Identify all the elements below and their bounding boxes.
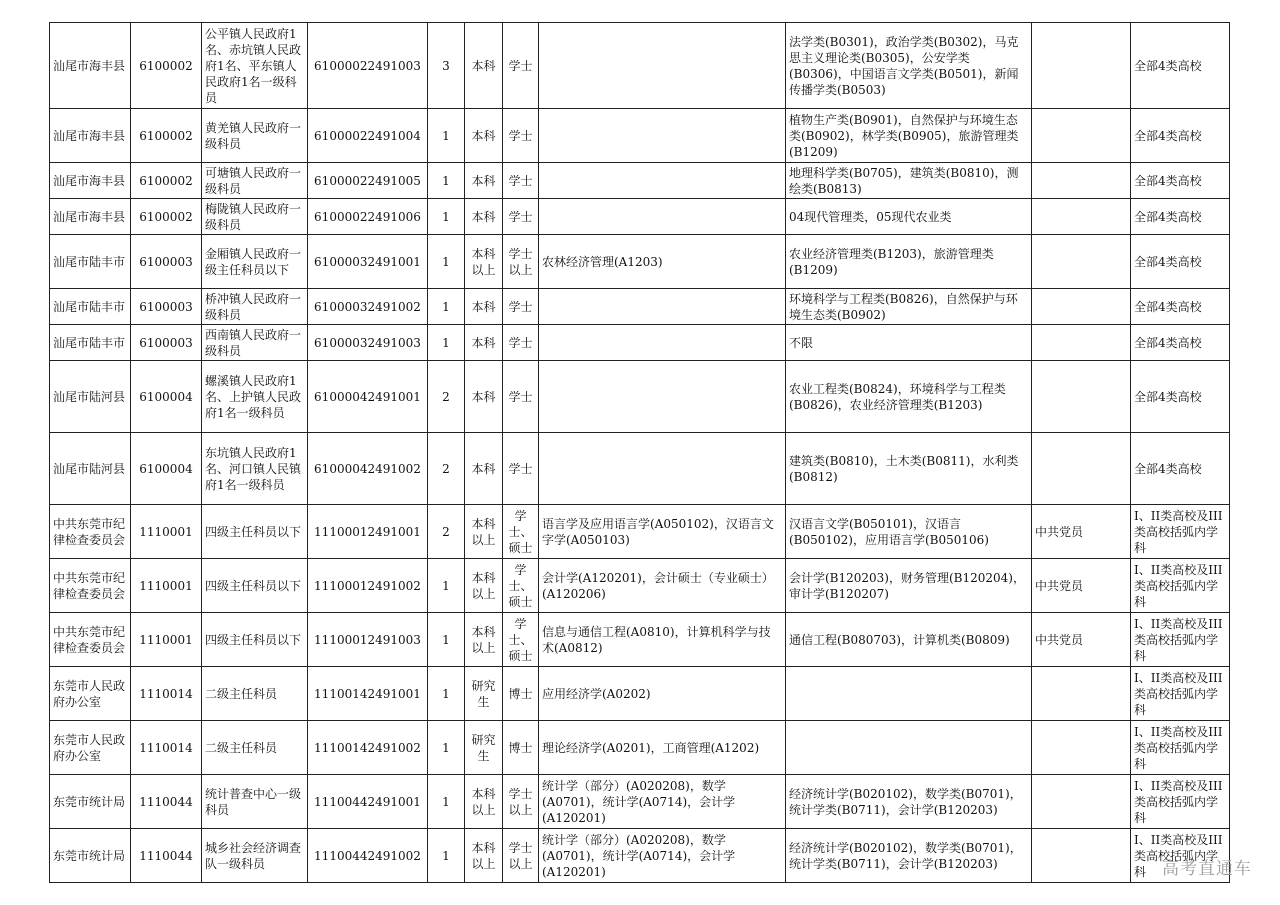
count-cell: 1 bbox=[428, 325, 465, 361]
degree-cell: 学士以上 bbox=[503, 235, 539, 289]
education-cell: 本科 bbox=[465, 109, 503, 163]
degree-cell: 学士以上 bbox=[503, 829, 539, 883]
grad-major-cell: 理论经济学(A0201)，工商管理(A1202) bbox=[539, 721, 786, 775]
degree-cell: 学士 bbox=[503, 325, 539, 361]
code-cell: 6100003 bbox=[131, 235, 202, 289]
table-row bbox=[50, 829, 1230, 883]
schools-cell: 全部4类高校 bbox=[1131, 23, 1230, 109]
degree-cell: 学士 bbox=[503, 109, 539, 163]
schools-cell: 全部4类高校 bbox=[1131, 433, 1230, 505]
grad-major-cell: 统计学（部分）(A020208)，数学(A0701)，统计学(A0714)，会计学(A120201) bbox=[539, 829, 786, 883]
position-code-cell: 61000022491004 bbox=[308, 109, 428, 163]
undergrad-major-cell: 通信工程(B080703)，计算机类(B0809) bbox=[786, 613, 1032, 667]
undergrad-major-cell: 建筑类(B0810)，土木类(B0811)，水利类(B0812) bbox=[786, 433, 1032, 505]
requirement-cell: 中共党员 bbox=[1032, 505, 1131, 559]
unit-cell: 汕尾市陆河县 bbox=[50, 361, 131, 433]
position-code-cell: 11100142491002 bbox=[308, 721, 428, 775]
count-cell: 3 bbox=[428, 23, 465, 109]
position-cell: 可塘镇人民政府一级科员 bbox=[202, 163, 308, 199]
table-row bbox=[50, 289, 1230, 325]
grad-major-cell bbox=[539, 433, 786, 505]
requirement-cell bbox=[1032, 775, 1131, 829]
count-cell: 1 bbox=[428, 613, 465, 667]
schools-cell: 全部4类高校 bbox=[1131, 163, 1230, 199]
position-cell: 西南镇人民政府一级科员 bbox=[202, 325, 308, 361]
degree-cell: 博士 bbox=[503, 667, 539, 721]
education-cell: 本科以上 bbox=[465, 613, 503, 667]
education-cell: 本科以上 bbox=[465, 775, 503, 829]
requirement-cell bbox=[1032, 109, 1131, 163]
code-cell: 1110001 bbox=[131, 505, 202, 559]
degree-cell: 学士 bbox=[503, 199, 539, 235]
position-cell: 螺溪镇人民政府1名、上护镇人民政府1名一级科员 bbox=[202, 361, 308, 433]
recruitment-table bbox=[49, 22, 1230, 883]
table-row bbox=[50, 163, 1230, 199]
unit-cell: 汕尾市陆丰市 bbox=[50, 235, 131, 289]
unit-cell: 中共东莞市纪律检查委员会 bbox=[50, 613, 131, 667]
degree-cell: 学士、硕士 bbox=[503, 505, 539, 559]
count-cell: 2 bbox=[428, 505, 465, 559]
schools-cell: I、II类高校及III类高校括弧内学科 bbox=[1131, 721, 1230, 775]
code-cell: 6100002 bbox=[131, 109, 202, 163]
unit-cell: 汕尾市海丰县 bbox=[50, 163, 131, 199]
position-cell: 二级主任科员 bbox=[202, 667, 308, 721]
watermark-text: 高考直通车 bbox=[1162, 859, 1252, 879]
degree-cell: 学士 bbox=[503, 361, 539, 433]
code-cell: 6100004 bbox=[131, 433, 202, 505]
requirement-cell bbox=[1032, 325, 1131, 361]
grad-major-cell bbox=[539, 289, 786, 325]
table-row bbox=[50, 721, 1230, 775]
position-cell: 二级主任科员 bbox=[202, 721, 308, 775]
education-cell: 本科 bbox=[465, 289, 503, 325]
code-cell: 1110001 bbox=[131, 613, 202, 667]
grad-major-cell bbox=[539, 23, 786, 109]
grad-major-cell: 农林经济管理(A1203) bbox=[539, 235, 786, 289]
requirement-cell bbox=[1032, 667, 1131, 721]
degree-cell: 学士以上 bbox=[503, 775, 539, 829]
unit-cell: 中共东莞市纪律检查委员会 bbox=[50, 559, 131, 613]
undergrad-major-cell: 会计学(B120203)，财务管理(B120204)，审计学(B120207) bbox=[786, 559, 1032, 613]
position-code-cell: 61000022491006 bbox=[308, 199, 428, 235]
table-row bbox=[50, 235, 1230, 289]
table-row bbox=[50, 325, 1230, 361]
schools-cell: I、II类高校及III类高校括弧内学科 bbox=[1131, 505, 1230, 559]
count-cell: 2 bbox=[428, 433, 465, 505]
degree-cell: 学士 bbox=[503, 163, 539, 199]
count-cell: 1 bbox=[428, 721, 465, 775]
requirement-cell: 中共党员 bbox=[1032, 613, 1131, 667]
table-row bbox=[50, 433, 1230, 505]
count-cell: 1 bbox=[428, 289, 465, 325]
position-cell: 四级主任科员以下 bbox=[202, 505, 308, 559]
code-cell: 6100003 bbox=[131, 325, 202, 361]
degree-cell: 学士、硕士 bbox=[503, 613, 539, 667]
position-code-cell: 11100012491001 bbox=[308, 505, 428, 559]
code-cell: 1110014 bbox=[131, 721, 202, 775]
schools-cell: 全部4类高校 bbox=[1131, 109, 1230, 163]
education-cell: 本科 bbox=[465, 199, 503, 235]
position-code-cell: 11100442491001 bbox=[308, 775, 428, 829]
schools-cell: 全部4类高校 bbox=[1131, 325, 1230, 361]
grad-major-cell: 会计学(A120201)，会计硕士（专业硕士）(A120206) bbox=[539, 559, 786, 613]
position-cell: 桥冲镇人民政府一级科员 bbox=[202, 289, 308, 325]
table-row bbox=[50, 109, 1230, 163]
education-cell: 本科以上 bbox=[465, 559, 503, 613]
position-code-cell: 61000042491001 bbox=[308, 361, 428, 433]
undergrad-major-cell: 农业经济管理类(B1203)，旅游管理类(B1209) bbox=[786, 235, 1032, 289]
schools-cell: I、II类高校及III类高校括弧内学科 bbox=[1131, 613, 1230, 667]
undergrad-major-cell: 农业工程类(B0824)，环境科学与工程类(B0826)，农业经济管理类(B1203) bbox=[786, 361, 1032, 433]
unit-cell: 汕尾市海丰县 bbox=[50, 109, 131, 163]
undergrad-major-cell: 不限 bbox=[786, 325, 1032, 361]
position-code-cell: 61000032491002 bbox=[308, 289, 428, 325]
position-code-cell: 61000022491003 bbox=[308, 23, 428, 109]
table-row bbox=[50, 505, 1230, 559]
requirement-cell bbox=[1032, 289, 1131, 325]
count-cell: 1 bbox=[428, 109, 465, 163]
degree-cell: 博士 bbox=[503, 721, 539, 775]
count-cell: 1 bbox=[428, 199, 465, 235]
table-row bbox=[50, 559, 1230, 613]
position-code-cell: 61000022491005 bbox=[308, 163, 428, 199]
position-code-cell: 11100012491002 bbox=[308, 559, 428, 613]
education-cell: 本科 bbox=[465, 163, 503, 199]
count-cell: 1 bbox=[428, 559, 465, 613]
count-cell: 1 bbox=[428, 667, 465, 721]
count-cell: 1 bbox=[428, 163, 465, 199]
table-row bbox=[50, 23, 1230, 109]
position-cell: 统计普查中心一级科员 bbox=[202, 775, 308, 829]
table-row bbox=[50, 613, 1230, 667]
position-code-cell: 61000032491001 bbox=[308, 235, 428, 289]
code-cell: 6100002 bbox=[131, 163, 202, 199]
undergrad-major-cell: 植物生产类(B0901)，自然保护与环境生态类(B0902)，林学类(B0905)，旅游管理类(B1209) bbox=[786, 109, 1032, 163]
position-code-cell: 61000042491002 bbox=[308, 433, 428, 505]
unit-cell: 汕尾市陆丰市 bbox=[50, 289, 131, 325]
requirement-cell: 中共党员 bbox=[1032, 559, 1131, 613]
unit-cell: 东莞市统计局 bbox=[50, 829, 131, 883]
education-cell: 本科 bbox=[465, 361, 503, 433]
requirement-cell bbox=[1032, 829, 1131, 883]
count-cell: 1 bbox=[428, 235, 465, 289]
education-cell: 研究生 bbox=[465, 667, 503, 721]
education-cell: 本科以上 bbox=[465, 235, 503, 289]
undergrad-major-cell: 04现代管理类，05现代农业类 bbox=[786, 199, 1032, 235]
undergrad-major-cell: 环境科学与工程类(B0826)，自然保护与环境生态类(B0902) bbox=[786, 289, 1032, 325]
undergrad-major-cell: 法学类(B0301)，政治学类(B0302)，马克思主义理论类(B0305)，公安学类(B0306)，中国语言文学类(B0501)，新闻传播学类(B0503) bbox=[786, 23, 1032, 109]
schools-cell: I、II类高校及III类高校括弧内学科 bbox=[1131, 667, 1230, 721]
degree-cell: 学士、硕士 bbox=[503, 559, 539, 613]
grad-major-cell bbox=[539, 163, 786, 199]
table-row bbox=[50, 199, 1230, 235]
grad-major-cell bbox=[539, 325, 786, 361]
education-cell: 本科 bbox=[465, 325, 503, 361]
grad-major-cell bbox=[539, 199, 786, 235]
schools-cell: I、II类高校及III类高校括弧内学科 bbox=[1131, 559, 1230, 613]
education-cell: 本科以上 bbox=[465, 829, 503, 883]
schools-cell: 全部4类高校 bbox=[1131, 235, 1230, 289]
code-cell: 6100004 bbox=[131, 361, 202, 433]
undergrad-major-cell: 经济统计学(B020102)，数学类(B0701)，统计学类(B0711)，会计学(B120203) bbox=[786, 775, 1032, 829]
code-cell: 6100003 bbox=[131, 289, 202, 325]
code-cell: 6100002 bbox=[131, 23, 202, 109]
unit-cell: 汕尾市陆丰市 bbox=[50, 325, 131, 361]
schools-cell: I、II类高校及III类高校括弧内学科 bbox=[1131, 829, 1230, 883]
position-cell: 金厢镇人民政府一级主任科员以下 bbox=[202, 235, 308, 289]
schools-cell: 全部4类高校 bbox=[1131, 199, 1230, 235]
position-code-cell: 61000032491003 bbox=[308, 325, 428, 361]
unit-cell: 东莞市统计局 bbox=[50, 775, 131, 829]
education-cell: 本科 bbox=[465, 23, 503, 109]
position-cell: 城乡社会经济调查队一级科员 bbox=[202, 829, 308, 883]
unit-cell: 汕尾市海丰县 bbox=[50, 23, 131, 109]
code-cell: 1110001 bbox=[131, 559, 202, 613]
position-code-cell: 11100442491002 bbox=[308, 829, 428, 883]
unit-cell: 中共东莞市纪律检查委员会 bbox=[50, 505, 131, 559]
position-code-cell: 11100012491003 bbox=[308, 613, 428, 667]
undergrad-major-cell: 经济统计学(B020102)，数学类(B0701)，统计学类(B0711)，会计学(B120203) bbox=[786, 829, 1032, 883]
schools-cell: 全部4类高校 bbox=[1131, 361, 1230, 433]
table-body bbox=[50, 23, 1230, 883]
requirement-cell bbox=[1032, 163, 1131, 199]
table-row bbox=[50, 775, 1230, 829]
count-cell: 1 bbox=[428, 775, 465, 829]
undergrad-major-cell bbox=[786, 721, 1032, 775]
count-cell: 1 bbox=[428, 829, 465, 883]
education-cell: 研究生 bbox=[465, 721, 503, 775]
position-cell: 东坑镇人民政府1名、河口镇人民镇府1名一级科员 bbox=[202, 433, 308, 505]
code-cell: 1110014 bbox=[131, 667, 202, 721]
unit-cell: 汕尾市海丰县 bbox=[50, 199, 131, 235]
requirement-cell bbox=[1032, 23, 1131, 109]
position-cell: 四级主任科员以下 bbox=[202, 613, 308, 667]
position-cell: 四级主任科员以下 bbox=[202, 559, 308, 613]
undergrad-major-cell: 地理科学类(B0705)，建筑类(B0810)，测绘类(B0813) bbox=[786, 163, 1032, 199]
grad-major-cell: 应用经济学(A0202) bbox=[539, 667, 786, 721]
degree-cell: 学士 bbox=[503, 289, 539, 325]
code-cell: 6100002 bbox=[131, 199, 202, 235]
table-row bbox=[50, 361, 1230, 433]
undergrad-major-cell bbox=[786, 667, 1032, 721]
unit-cell: 汕尾市陆河县 bbox=[50, 433, 131, 505]
grad-major-cell: 信息与通信工程(A0810)，计算机科学与技术(A0812) bbox=[539, 613, 786, 667]
degree-cell: 学士 bbox=[503, 433, 539, 505]
requirement-cell bbox=[1032, 721, 1131, 775]
undergrad-major-cell: 汉语言文学(B050101)，汉语言(B050102)，应用语言学(B050106) bbox=[786, 505, 1032, 559]
grad-major-cell: 统计学（部分）(A020208)，数学(A0701)，统计学(A0714)，会计学(A120201) bbox=[539, 775, 786, 829]
position-cell: 公平镇人民政府1名、赤坑镇人民政府1名、平东镇人民政府1名一级科员 bbox=[202, 23, 308, 109]
requirement-cell bbox=[1032, 433, 1131, 505]
grad-major-cell: 语言学及应用语言学(A050102)，汉语言文字学(A050103) bbox=[539, 505, 786, 559]
position-cell: 梅陇镇人民政府一级科员 bbox=[202, 199, 308, 235]
unit-cell: 东莞市人民政府办公室 bbox=[50, 721, 131, 775]
schools-cell: I、II类高校及III类高校括弧内学科 bbox=[1131, 775, 1230, 829]
code-cell: 1110044 bbox=[131, 829, 202, 883]
position-code-cell: 11100142491001 bbox=[308, 667, 428, 721]
schools-cell: 全部4类高校 bbox=[1131, 289, 1230, 325]
requirement-cell bbox=[1032, 361, 1131, 433]
grad-major-cell bbox=[539, 361, 786, 433]
code-cell: 1110044 bbox=[131, 775, 202, 829]
grad-major-cell bbox=[539, 109, 786, 163]
requirement-cell bbox=[1032, 199, 1131, 235]
count-cell: 2 bbox=[428, 361, 465, 433]
table-row bbox=[50, 667, 1230, 721]
requirement-cell bbox=[1032, 235, 1131, 289]
position-cell: 黄羌镇人民政府一级科员 bbox=[202, 109, 308, 163]
education-cell: 本科以上 bbox=[465, 505, 503, 559]
degree-cell: 学士 bbox=[503, 23, 539, 109]
unit-cell: 东莞市人民政府办公室 bbox=[50, 667, 131, 721]
education-cell: 本科 bbox=[465, 433, 503, 505]
